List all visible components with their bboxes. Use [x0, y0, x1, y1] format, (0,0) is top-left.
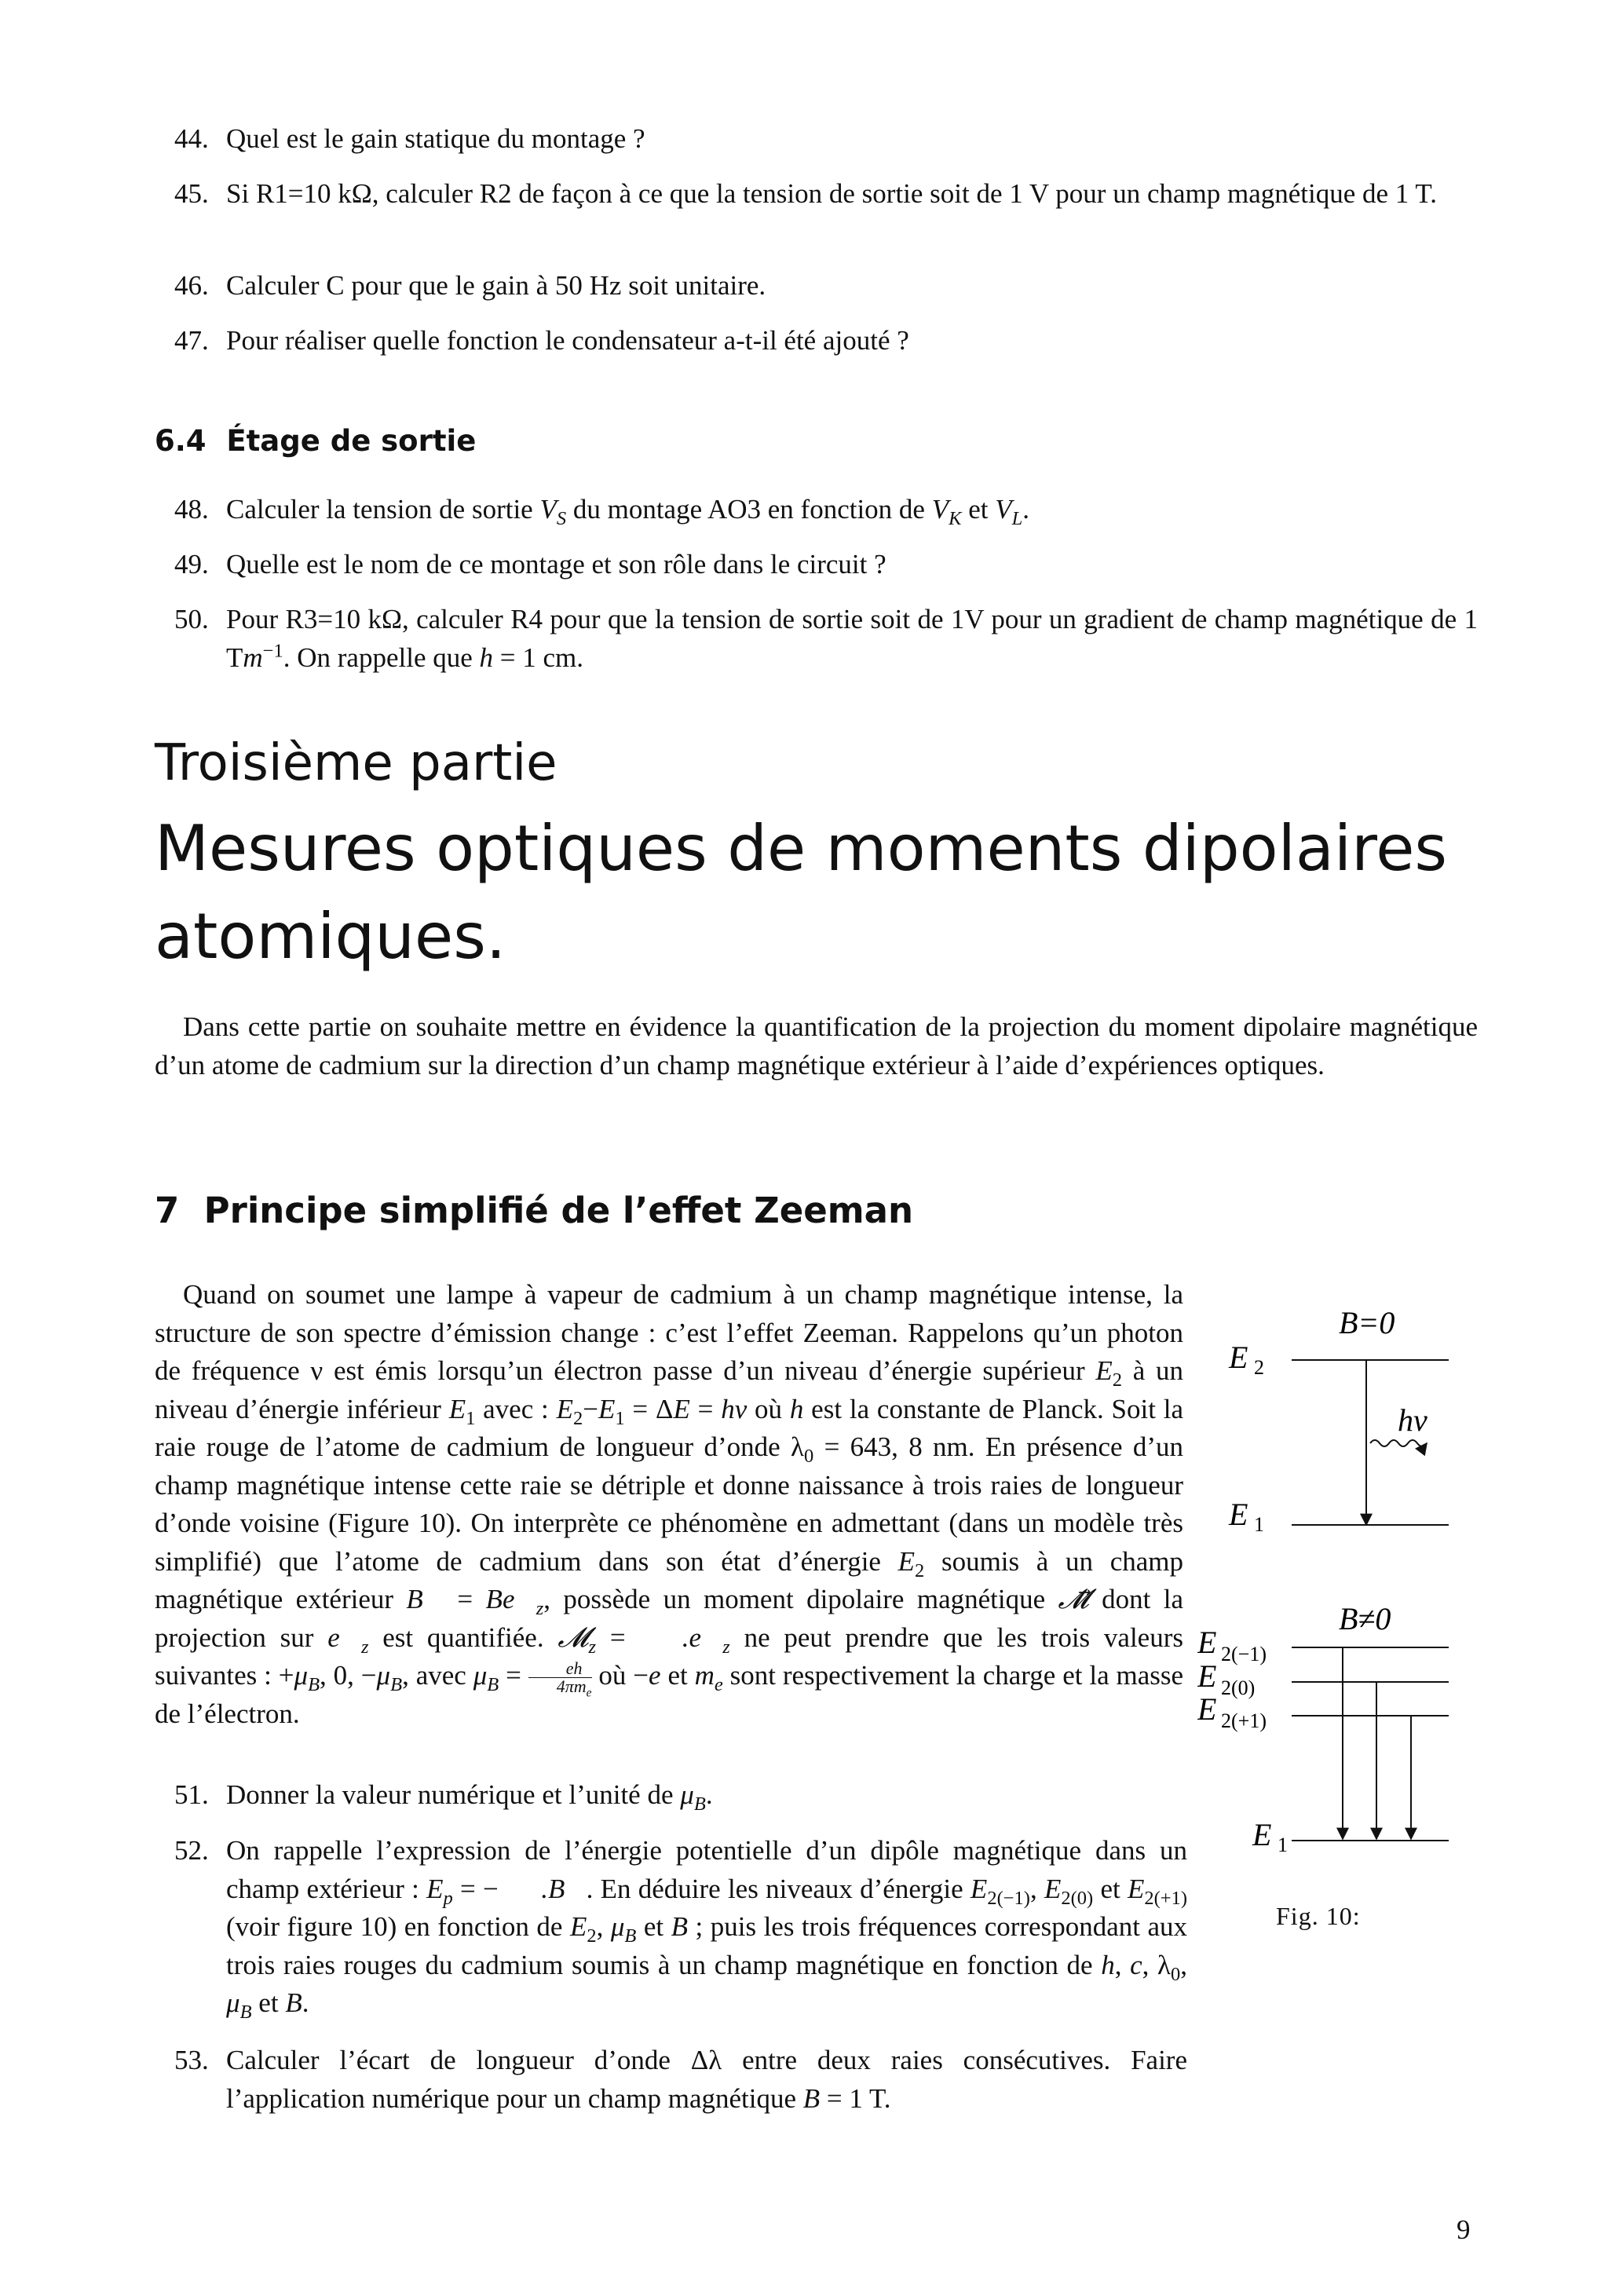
question-46 [174, 266, 1478, 305]
question-45 [174, 174, 1478, 213]
question-number: 51. [174, 1779, 209, 1810]
section-heading [155, 1190, 913, 1231]
question-number: 50. [174, 604, 209, 634]
question-50 [174, 600, 1478, 677]
question-number: 46. [174, 270, 209, 301]
question-text: Quelle est le nom de ce montage et son rôle dans le circuit ? [226, 549, 886, 579]
question-text: Calculer la tension de sortie $V_S$ du montage AO3 en fonction de $V_K$ et $V_L$. [226, 494, 1029, 529]
question-text: Calculer l’écart de longueur d’onde Δλ entre deux raies consécutives. Faire l’application numérique pour un champ magnétique B = 1 T. [226, 2045, 1187, 2114]
e1-label: E [1229, 1497, 1248, 1532]
question-number: 44. [174, 123, 209, 154]
e2m1-label: E [1197, 1625, 1217, 1660]
e20-label: E [1197, 1658, 1217, 1694]
e2-subscript: 2 [1254, 1356, 1264, 1379]
question-text: Si R1=10 kΩ, calculer R2 de façon à ce que la tension de sortie soit de 1 V pour un champ magnétique de 1 T. [226, 178, 1437, 209]
figure-10-energy-diagram [1197, 1296, 1480, 1885]
subsection-number: 6.4 [155, 424, 207, 458]
question-text: On rappelle l’expression de l’énergie potentielle d’un dipôle magnétique dans un champ extérieur : $E_p$ = −𝓜⃗.B⃗. En déduire les niveaux d’énergie $E_{2(-1)}$, $E_{2(0)}$ et $E_{2(+1)}$ (voir figure 10) en fonction de $E_2$, $\mu_B$ et B ; puis les trois fréquences correspondant aux trois raies rouges du cadmium soumis à un champ magnétique en fonction de h, c, $\lambda_0$, $\mu_B$ et B. [226, 1835, 1188, 2023]
photon-label: hν [1398, 1402, 1427, 1438]
e1-bottom-label: E [1252, 1817, 1272, 1852]
question-51 [174, 1776, 1187, 1815]
question-47 [174, 321, 1478, 360]
e1-bottom-subscript: 1 [1278, 1834, 1288, 1856]
page-number: 9 [1457, 2214, 1471, 2245]
e1-subscript: 1 [1254, 1513, 1264, 1536]
question-text: Calculer C pour que le gain à 50 Hz soit unitaire. [226, 270, 766, 301]
part-label: Troisième partie [155, 734, 557, 792]
question-53 [174, 2042, 1187, 2118]
b-nonzero-label: B≠0 [1339, 1601, 1391, 1636]
e2m1-subscript: 2(−1) [1221, 1643, 1267, 1665]
question-52 [174, 1832, 1187, 2023]
question-text: Pour R3=10 kΩ, calculer R4 pour que la tension de sortie soit de 1V pour un gradient de champ magnétique de 1 $Tm^{-1}$. On rappelle que h = 1 cm. [226, 604, 1478, 673]
question-number: 49. [174, 549, 209, 579]
e2p1-subscript: 2(+1) [1221, 1709, 1267, 1732]
e2p1-label: E [1197, 1691, 1217, 1727]
zeeman-paragraph: Quand on soumet une lampe à vapeur de cadmium à un champ magnétique intense, la structure de son spectre d’émission change : c’est l’effet Zeeman. Rappelons qu’un photon de fréquence ν est émis lorsqu’un électron passe d’un niveau d’énergie supérieur $E_2$ à un niveau d’énergie inférieur $E_1$ avec : $E_2-E_1 = \Delta E = h\nu$ où h est la constante de Planck. Soit la raie rouge de l’atome de cadmium de longueur d’onde $\lambda_0 = 643$, 8 nm. En présence d’un champ magnétique intense cette raie se détriple et donne naissance à trois raies de longueur d’onde voisine (Figure 10). On interprète ce phénomène en admettant (dans un modèle très simplifié) que l’atome de cadmium dans son état d’énergie $E_2$ soumis à un champ magnétique extérieur B⃗ = $Be⃗_z$, possède un moment dipolaire magnétique 𝓜⃗ dont la projection sur $e⃗_z$ est quantifiée. 𝓜$_z$ = $𝓜⃗.e⃗_z$ ne peut prendre que les trois valeurs suivantes : $+\mu_B$, 0, $-\mu_B$, avec $\mu_B$ = eh $4\pi m_e$ où −e et $m_e$ sont respectivement la charge et la masse de l’électron. [155, 1279, 1184, 1730]
subsection-heading [155, 424, 476, 458]
question-44 [174, 119, 1478, 158]
question-number: 52. [174, 1835, 209, 1866]
question-number: 47. [174, 325, 209, 356]
figure-caption: Fig. 10: [1276, 1902, 1361, 1930]
question-49 [174, 545, 1478, 583]
section-number: 7 [155, 1190, 180, 1231]
e20-subscript: 2(0) [1221, 1676, 1256, 1699]
section-title: Principe simplifié de l’effet Zeeman [203, 1190, 914, 1231]
photon-wave [1370, 1440, 1427, 1446]
intro-paragraph: Dans cette partie on souhaite mettre en évidence la quantification de la projection du moment dipolaire magnétique d’un atome de cadmium sur la direction d’un champ magnétique extérieur à l’aide d’expériences optiques. [155, 1011, 1478, 1080]
b-zero-label: B=0 [1339, 1305, 1395, 1340]
question-number: 45. [174, 178, 209, 209]
question-48 [174, 490, 1478, 528]
question-text: Quel est le gain statique du montage ? [226, 123, 645, 154]
subsection-title: Étage de sortie [226, 424, 477, 458]
e2-label: E [1229, 1340, 1248, 1375]
question-text: Pour réaliser quelle fonction le condensateur a-t-il été ajouté ? [226, 325, 909, 356]
part-title: Mesures optiques de moments dipolaires atomiques. [155, 812, 1448, 973]
question-text: Donner la valeur numérique et l’unité de $\mu_B$. [226, 1779, 713, 1815]
question-number: 48. [174, 494, 209, 525]
question-number: 53. [174, 2045, 209, 2075]
